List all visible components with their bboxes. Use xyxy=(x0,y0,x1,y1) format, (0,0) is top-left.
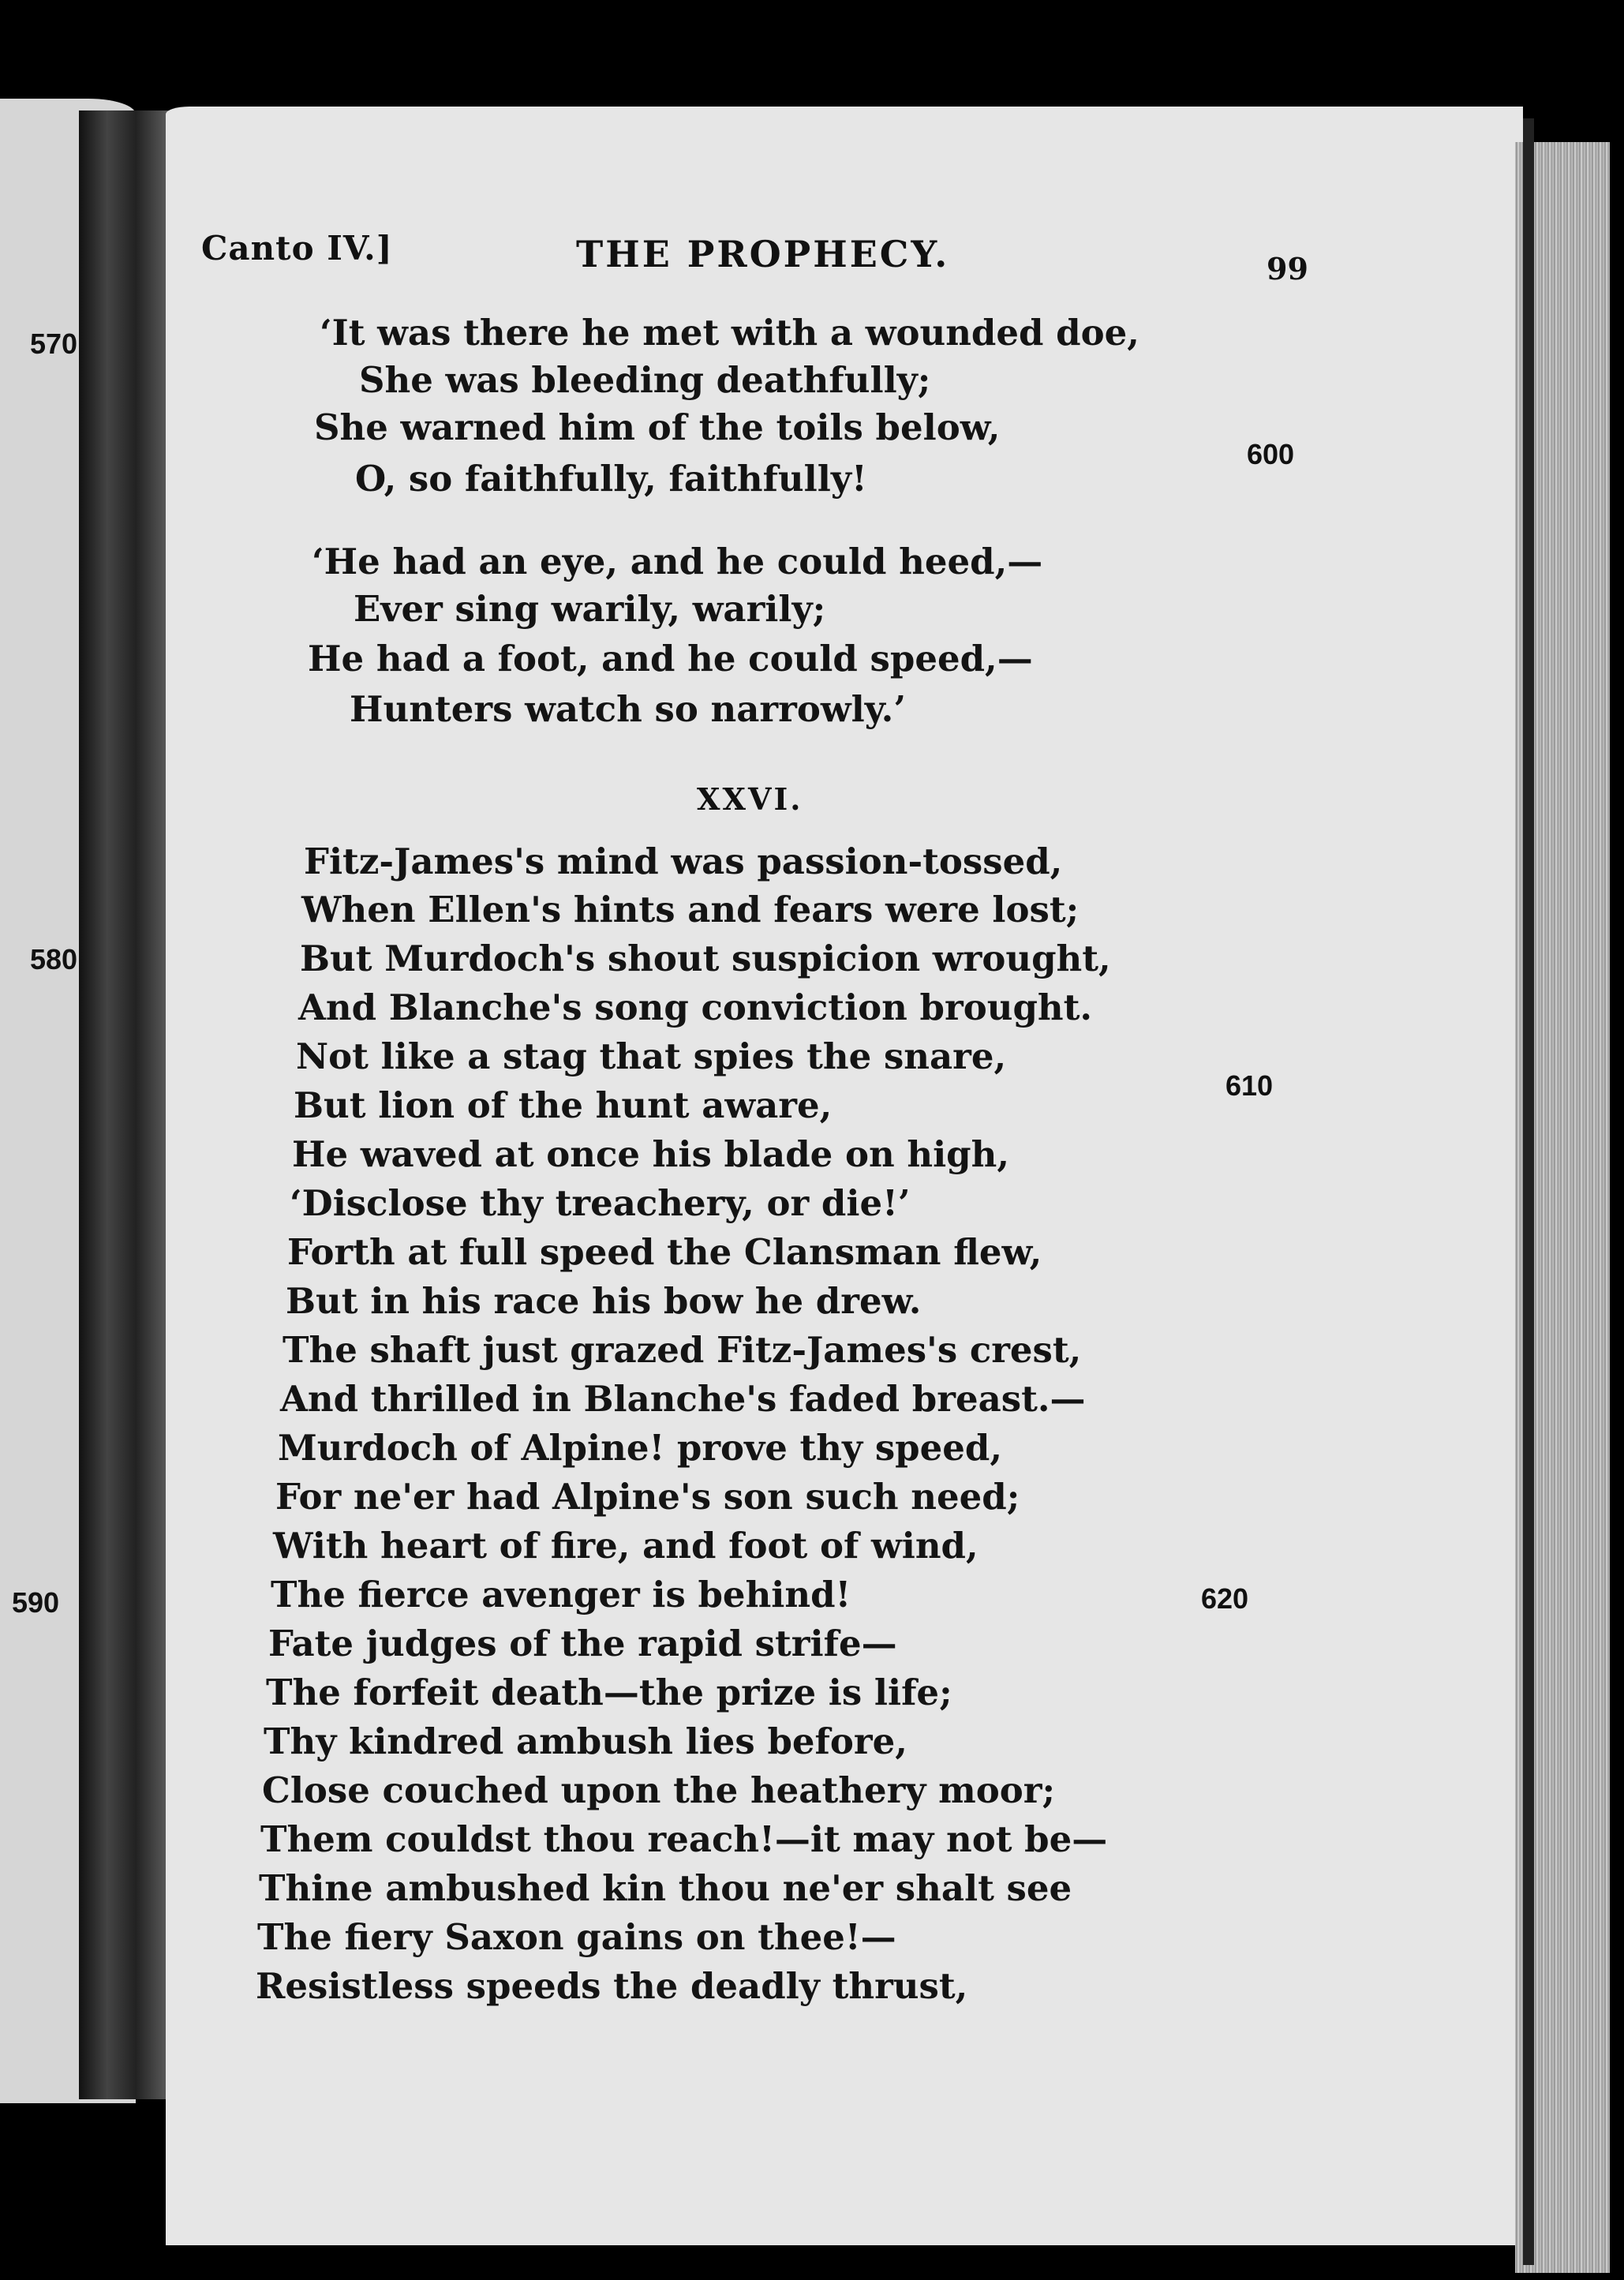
poem-line: But lion of the hunt aware, xyxy=(294,1084,833,1126)
poem-line: When Ellen's hints and fears were lost; xyxy=(301,889,1080,930)
poem-line: He waved at once his blade on high, xyxy=(292,1133,1010,1175)
line-number-570: 570 xyxy=(30,328,78,360)
poem-line: She warned him of the toils below, xyxy=(314,406,1001,448)
line-number-590: 590 xyxy=(12,1586,60,1619)
running-header-title: THE PROPHECY. xyxy=(576,233,950,275)
book-gutter xyxy=(79,110,174,2099)
poem-line: Thine ambushed kin thou ne'er shalt see xyxy=(259,1867,1072,1909)
poem-line: Fate judges of the rapid strife— xyxy=(268,1623,897,1664)
poem-line: ‘He had an eye, and he could heed,— xyxy=(312,541,1043,582)
poem-line: Hunters watch so narrowly.’ xyxy=(350,688,907,730)
poem-line: Murdoch of Alpine! prove thy speed, xyxy=(278,1427,1003,1469)
page-edge-shadow xyxy=(1523,118,1534,2265)
poem-line: The fierce avenger is behind! xyxy=(271,1574,851,1615)
poem-line: And Blanche's song conviction brought. xyxy=(298,987,1093,1028)
poem-line: ‘It was there he met with a wounded doe, xyxy=(320,312,1139,354)
poem-line: Fitz-James's mind was passion-tossed, xyxy=(304,840,1063,882)
poem-line: For ne'er had Alpine's son such need; xyxy=(275,1476,1020,1518)
poem-line: He had a foot, and he could speed,— xyxy=(308,638,1033,680)
poem-line: Close couched upon the heathery moor; xyxy=(262,1769,1056,1811)
poem-line: Thy kindred ambush lies before, xyxy=(264,1720,907,1762)
poem-line: The forfeit death—the prize is life; xyxy=(266,1672,952,1713)
poem-line: And thrilled in Blanche's faded breast.— xyxy=(280,1378,1086,1420)
poem-line: O, so faithfully, faithfully! xyxy=(355,458,867,500)
line-number-620: 620 xyxy=(1201,1582,1249,1615)
poem-line: She was bleeding deathfully; xyxy=(359,359,931,401)
poem-line: Them couldst thou reach!—it may not be— xyxy=(260,1818,1108,1860)
poem-line: The shaft just grazed Fitz-James's crest, xyxy=(283,1329,1082,1371)
poem-line: Resistless speeds the deadly thrust, xyxy=(256,1965,968,2007)
poem-line: But in his race his bow he drew. xyxy=(286,1280,922,1322)
poem-line: Ever sing warily, warily; xyxy=(354,588,826,630)
poem-line: But Murdoch's shout suspicion wrought, xyxy=(300,938,1111,979)
poem-line: Forth at full speed the Clansman flew, xyxy=(287,1231,1042,1273)
page-number: 99 xyxy=(1267,251,1308,286)
poem-line: With heart of fire, and foot of wind, xyxy=(273,1525,979,1567)
section-heading: XXVI. xyxy=(697,781,803,817)
poem-line: The fiery Saxon gains on thee!— xyxy=(257,1916,896,1958)
poem-line: Not like a stag that spies the snare, xyxy=(296,1035,1007,1077)
line-number-580: 580 xyxy=(30,943,78,975)
line-number-610: 610 xyxy=(1225,1069,1274,1102)
poem-line: ‘Disclose thy treachery, or die!’ xyxy=(290,1182,911,1224)
line-number-600: 600 xyxy=(1247,438,1295,470)
running-header-canto: Canto IV.] xyxy=(201,229,393,268)
